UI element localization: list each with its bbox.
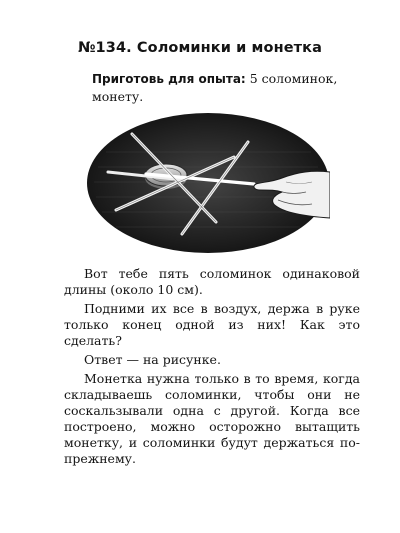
materials-list: 5 соломинок, монету. — [92, 71, 338, 104]
body-text — [64, 266, 360, 470]
paragraph: Вот тебе пять соломинок одинаковой длины (около 10 см). — [64, 266, 360, 297]
materials-note — [92, 70, 362, 105]
materials-label: Приготовь для опыта: — [92, 72, 246, 86]
paragraph: Монетка нужна только в то время, когда складываешь соломинки, чтобы они не соскальзывали одна с другой. Когда все построено, можно осторожно вытащить монетку, и соломинки будут держаться по-прежнему. — [64, 371, 360, 466]
straws-and-coin-illustration — [86, 112, 330, 254]
paragraph: Ответ — на рисунке. — [84, 352, 221, 367]
page-title: №134. Соломинки и монетка — [78, 40, 322, 56]
paragraph: Подними их все в воздух, держа в руке только конец одной из них! Как это сделать? — [64, 301, 360, 348]
